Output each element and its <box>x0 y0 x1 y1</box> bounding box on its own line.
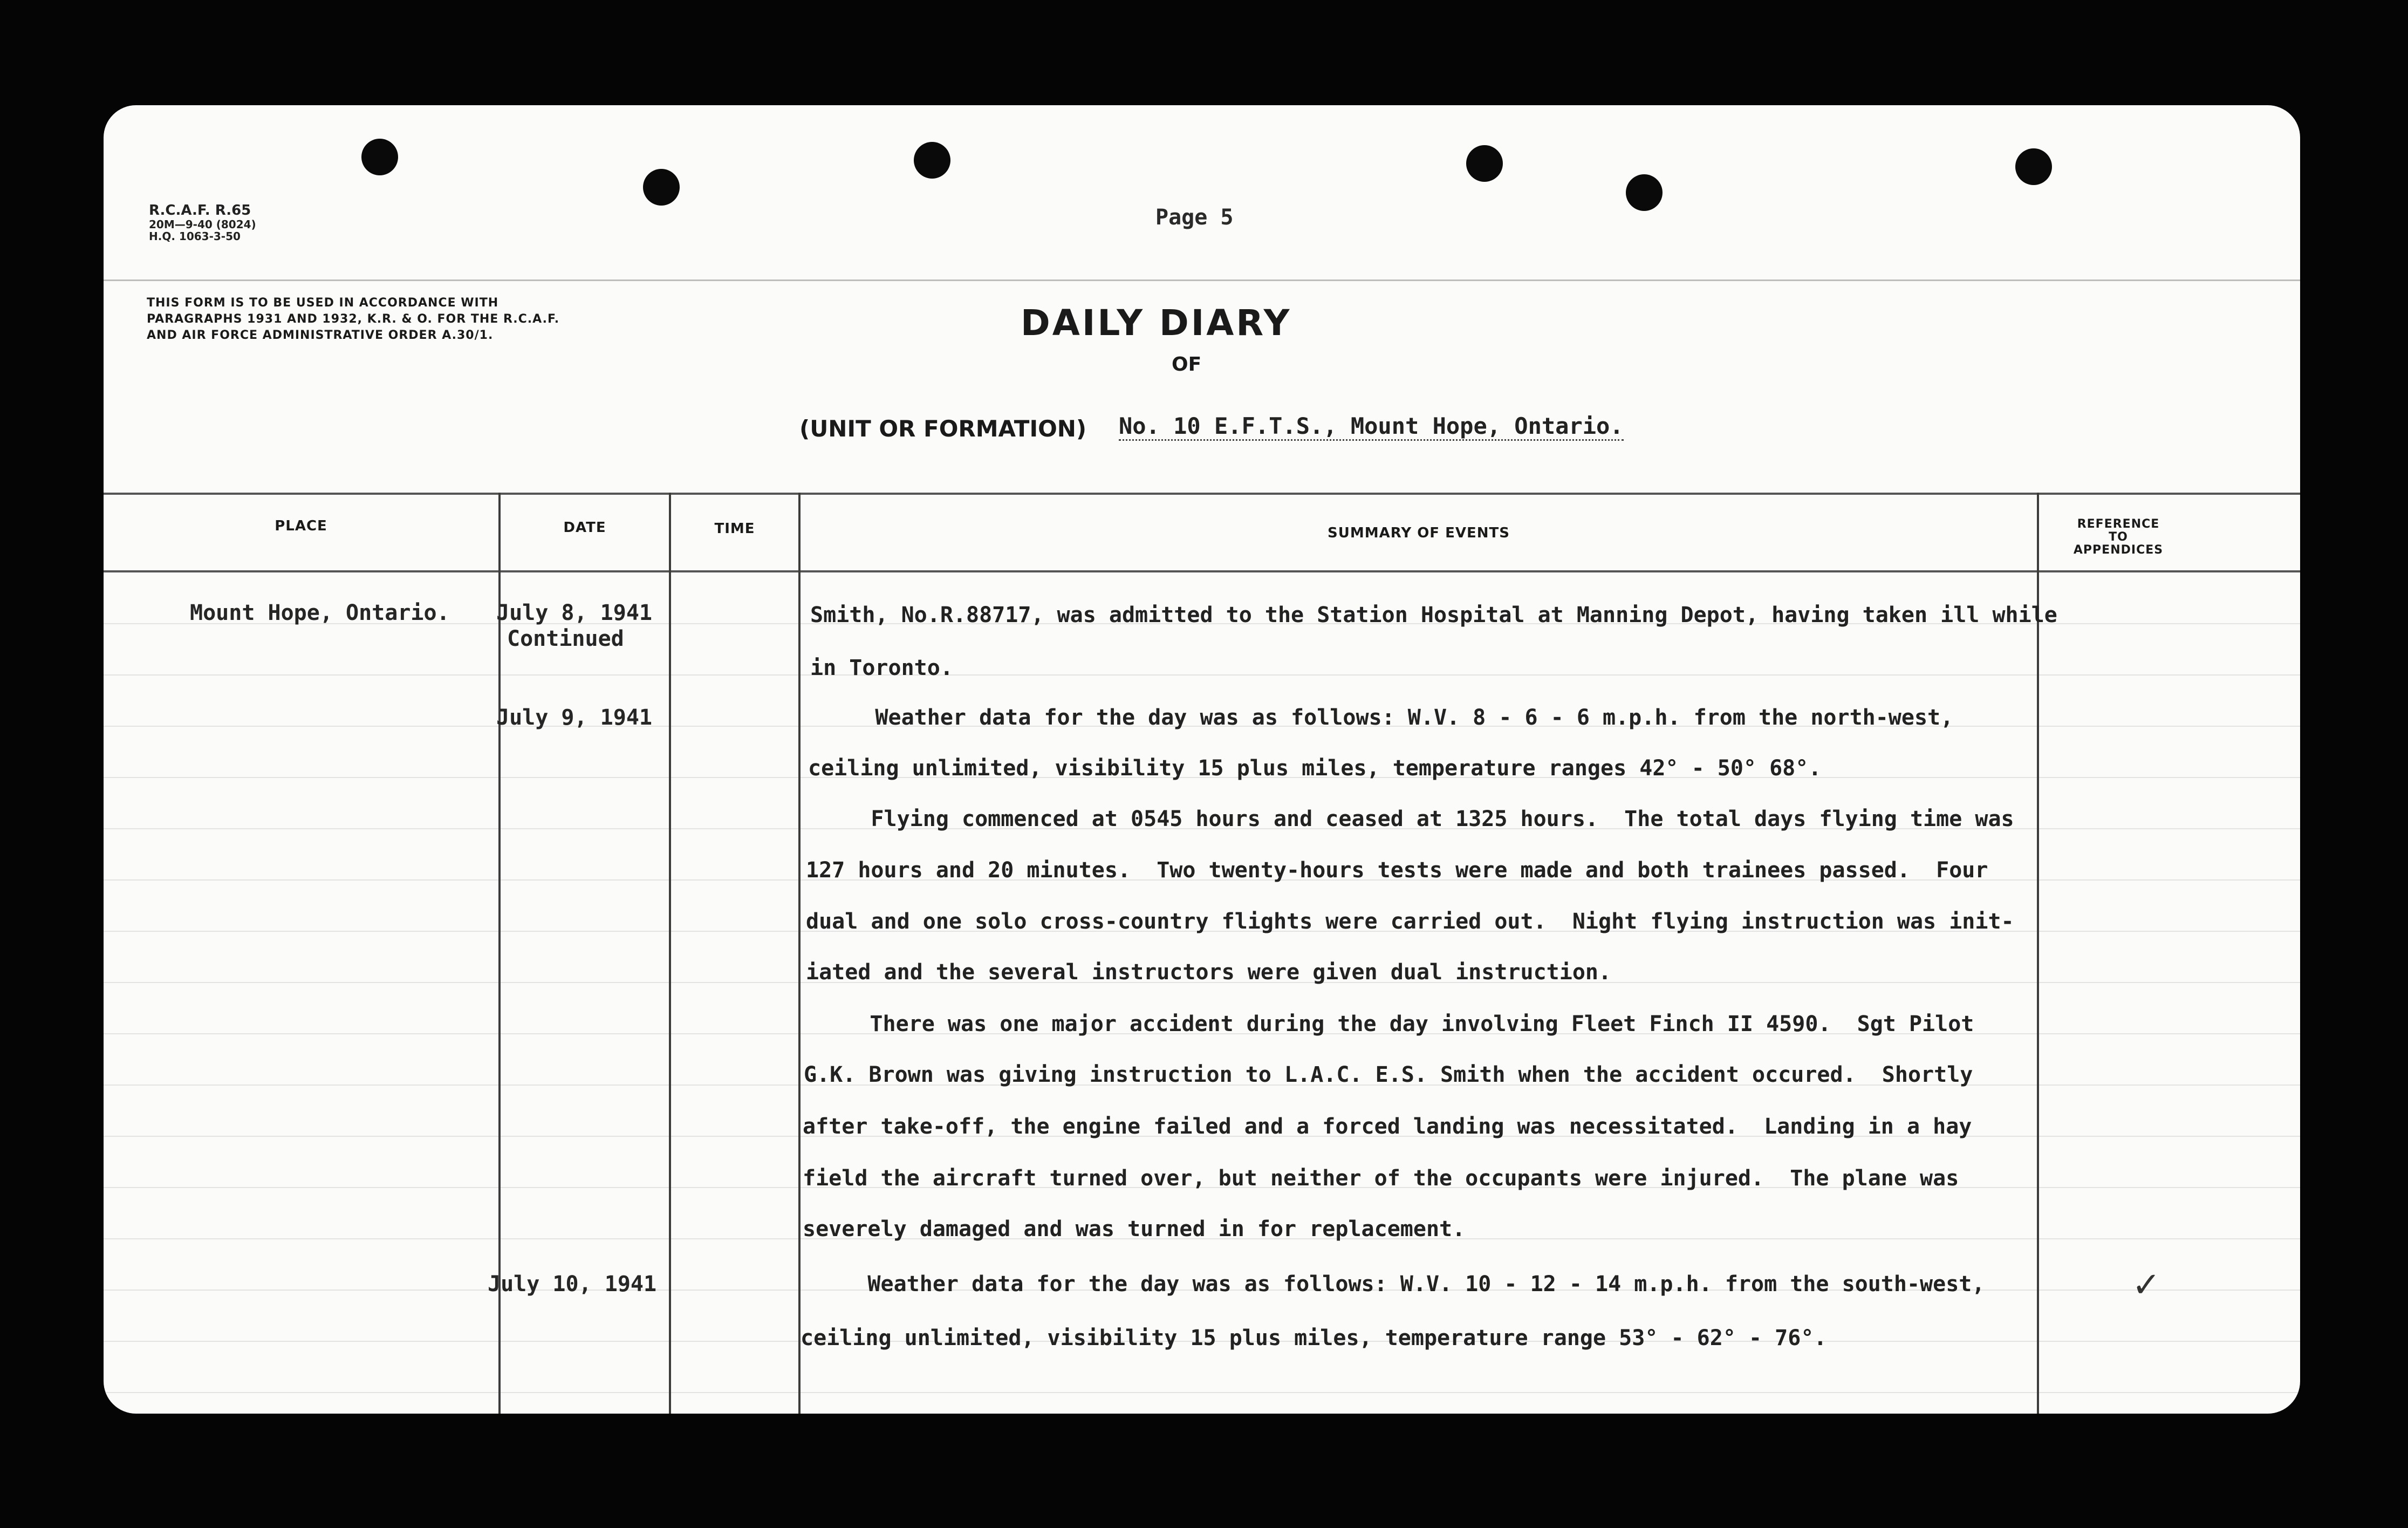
summary-line: G.K. Brown was giving instruction to L.A.C. E.S. Smith when the accident occured. Shortly <box>804 1062 1973 1087</box>
summary-line: There was one major accident during the day involving Fleet Finch II 4590. Sgt Pilot <box>805 1012 1974 1036</box>
entry-date: July 8, 1941 <box>496 601 652 625</box>
header-rule <box>104 279 2300 281</box>
unit-label: (UNIT OR FORMATION) <box>799 415 1087 442</box>
column-divider <box>798 493 801 1414</box>
form-instructions: THIS FORM IS TO BE USED IN ACCORDANCE WITH PARAGRAPHS 1931 AND 1932, K.R. & O. FOR THE R.C.A.F. AND AIR FORCE ADMINISTRATIVE ORDER A.30/1. <box>147 296 560 342</box>
summary-line: Weather data for the day was as follows: W.V. 8 - 6 - 6 m.p.h. from the north-west, <box>810 705 1954 730</box>
summary-line: Weather data for the day was as follows: W.V. 10 - 12 - 14 m.p.h. from the south-west, <box>803 1272 1985 1297</box>
punch-hole <box>1626 174 1663 211</box>
summary-line: dual and one solo cross-country flights were carried out. Night flying instruction was init- <box>806 909 2014 934</box>
summary-line: after take-off, the engine failed and a forced landing was necessitated. Landing in a hay <box>803 1114 1972 1139</box>
diary-page: - R.C.A.F. R.65 20M—9-40 (8024) H.Q. 1063-3-50 Page 5 THIS FORM IS TO BE USED IN ACCORDANCE WITH PARAGRAPHS 1931 AND 1932, K.R. & O. FOR THE R.C.A.F. AND AIR FORCE ADMINISTRATIVE ORDER A.30/1. DAILY DIARY OF (UNIT OR FORMATION) No. 10 E.F.T.S., Mount Hope, Ontario. PLACE DATE TIME SUMMARY OF EVENTS REFERENCE TO APPENDICES Mount Hope, Ontario. July 8, 1941 Continued July 9, 1941 July 10, 1941 Smith, No.R.88717, was admitted to the Station Hospital at Manning Depot, having taken ill while in Toronto. Weather data for the day was as follows: W.V. 8 - 6 - 6 m.p.h. from the north-west, ceiling unlimited, visibility 15 plus miles, temperature ranges 42° - 50° 68°. Flying commenced at 0545 hours and ceased at 1325 hours. The total days flying time was 127 hours and 20 minutes. Two twenty-hours tests were made and both trainees passed. Four dual and one solo cross-country flights were carried out. Night flying instruction was init- iated and the several instructors were given dual instruction. There was one major accident during the day involving Fleet Finch II 4590. Sgt Pilot G.K. Brown was giving instruction to L.A.C. E.S. Smith when the accident occured. Shortly after take-off, the engine failed and a forced landing was necessitated. Landing in a hay field the aircraft turned over, but neither of the occupants were injured. The plane was severely damaged and was turned in for replacement. Weather data for the day was as follows: W.V. 10 - 12 - 14 m.p.h. from the south-west, ceiling unlimited, visibility 15 plus miles, temperature range 53° - 62° - 76°. ✓ <box>104 105 2300 1414</box>
punch-hole <box>914 142 950 179</box>
entry-date: July 10, 1941 <box>488 1272 657 1297</box>
summary-line: severely damaged and was turned in for replacement. <box>803 1217 1466 1242</box>
summary-line: ceiling unlimited, visibility 15 plus miles, temperature range 53° - 62° - 76°. <box>801 1326 1827 1350</box>
summary-line: ceiling unlimited, visibility 15 plus miles, temperature ranges 42° - 50° 68°. <box>808 756 1822 781</box>
column-header-time: TIME <box>714 521 755 537</box>
entry-place: Mount Hope, Ontario. <box>190 601 450 625</box>
ruled-line <box>104 674 2300 676</box>
ruled-line <box>104 1392 2300 1393</box>
punch-hole <box>643 169 680 206</box>
entry-date-note: Continued <box>507 626 624 651</box>
punch-hole <box>1466 145 1503 182</box>
column-divider <box>2037 493 2039 1414</box>
punch-hole <box>361 139 398 175</box>
title-of: OF <box>1172 353 1202 376</box>
unit-value: No. 10 E.F.T.S., Mount Hope, Ontario. <box>1119 413 1624 441</box>
summary-line: field the aircraft turned over, but neither of the occupants were injured. The plane was <box>803 1166 1959 1191</box>
column-divider <box>669 493 671 1414</box>
summary-line: in Toronto. <box>810 656 953 680</box>
punch-hole <box>2015 148 2052 185</box>
entry-date: July 9, 1941 <box>496 705 652 730</box>
summary-line: iated and the several instructors were given dual instruction. <box>806 960 1612 985</box>
column-header-summary: SUMMARY OF EVENTS <box>1328 525 1510 541</box>
column-header-date: DATE <box>563 520 606 536</box>
page-number: Page 5 <box>1155 205 1234 230</box>
form-identifier: R.C.A.F. R.65 20M—9-40 (8024) H.Q. 1063-3-50 <box>149 202 256 243</box>
reference-check-mark: ✓ <box>2132 1265 2161 1305</box>
column-header-reference: REFERENCE TO APPENDICES <box>2073 517 2164 557</box>
page-title: DAILY DIARY <box>1021 302 1292 344</box>
summary-line: 127 hours and 20 minutes. Two twenty-hours tests were made and both trainees passed. Four <box>806 858 1988 883</box>
table-header-rule <box>104 570 2300 572</box>
table-top-rule <box>104 493 2300 495</box>
column-header-place: PLACE <box>275 518 327 534</box>
summary-line: Flying commenced at 0545 hours and ceased at 1325 hours. The total days flying time was <box>806 807 2014 831</box>
summary-line: Smith, No.R.88717, was admitted to the Station Hospital at Manning Depot, having taken ill while <box>810 603 2057 627</box>
